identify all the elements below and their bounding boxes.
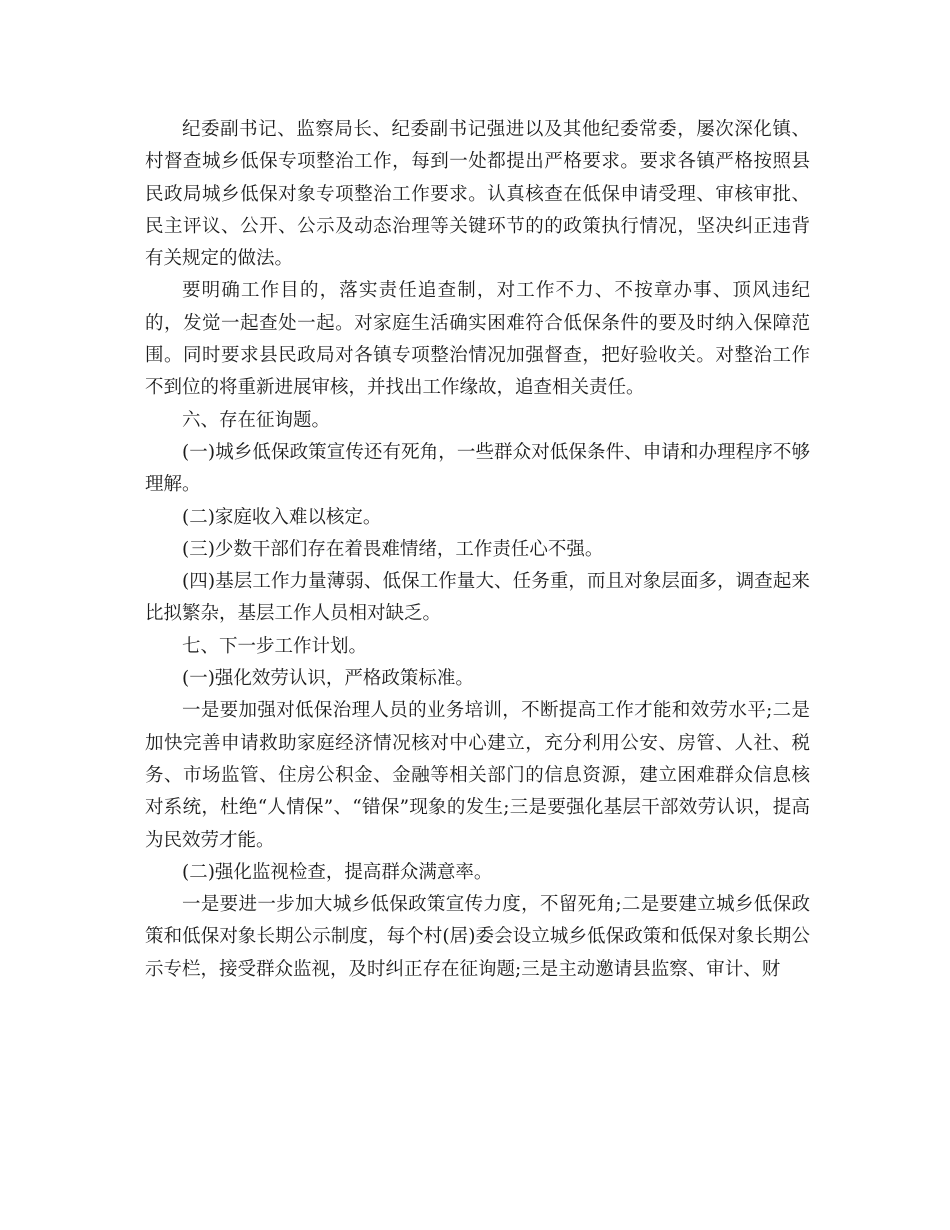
plan-paragraph-1: 一是要加强对低保治理人员的业务培训，不断提高工作才能和效劳水平;二是加快完善申请救助家庭经济情况核对中心建立，充分利用公安、房管、人社、税务、市场监管、住房公积金、金融等相关部门的信息资源，建立困难群众信息核对系统，杜绝“人情保”、“错保”现象的发生;三是要强化基层干部效劳认识，提高为民效劳才能。 — [145, 700, 810, 851]
plan-heading-2: (二)强化监视检查，提高群众满意率。 — [182, 861, 493, 883]
plan-paragraph-2: 一是要进一步加大城乡低保政策宣传力度，不留死角;二是要建立城乡低保政策和低保对象长期公示制度，每个村(居)委会设立城乡低保政策和低保对象长期公示专栏，接受群众监视，及时纠正存在征询题;三是主动邀请县监察、审计、财 — [145, 894, 810, 980]
problem-item-1: (一)城乡低保政策宣传还有死角，一些群众对低保条件、申请和办理程序不够理解。 — [145, 441, 810, 496]
paragraph-supervision-inspection: 纪委副书记、监察局长、纪委副书记强进以及其他纪委常委，屡次深化镇、村督查城乡低保专项整治工作，每到一处都提出严格要求。要求各镇严格按照县民政局城乡低保对象专项整治工作要求。认真核查在低保申请受理、审核审批、民主评议、公开、公示及动态治理等关键环节的的政策执行情况，坚决纠正违背有关规定的做法。 — [145, 119, 810, 270]
problem-item-4: (四)基层工作力量薄弱、低保工作量大、任务重，而且对象层面多，调查起来比拟繁杂，基层工作人员相对缺乏。 — [145, 571, 810, 625]
document-body — [145, 114, 810, 986]
problem-item-2: (二)家庭收入难以核定。 — [182, 506, 382, 528]
paragraph-responsibility: 要明确工作目的，落实责任追查制，对工作不力、不按章办事、顶风违纪的，发觉一起查处一起。对家庭生活确实困难符合低保条件的要及时纳入保障范围。同时要求县民政局对各镇专项整治情况加强督查，把好验收关。对整治工作不到位的将重新进展审核，并找出工作缘故，追查相关责任。 — [145, 280, 810, 399]
problem-item-3: (三)少数干部们存在着畏难情绪，工作责任心不强。 — [182, 538, 604, 560]
plan-heading-1: (一)强化效劳认识，严格政策标准。 — [182, 668, 474, 690]
section-heading-next-steps: 七、下一步工作计划。 — [182, 635, 368, 657]
section-heading-problems: 六、存在征询题。 — [182, 409, 331, 431]
